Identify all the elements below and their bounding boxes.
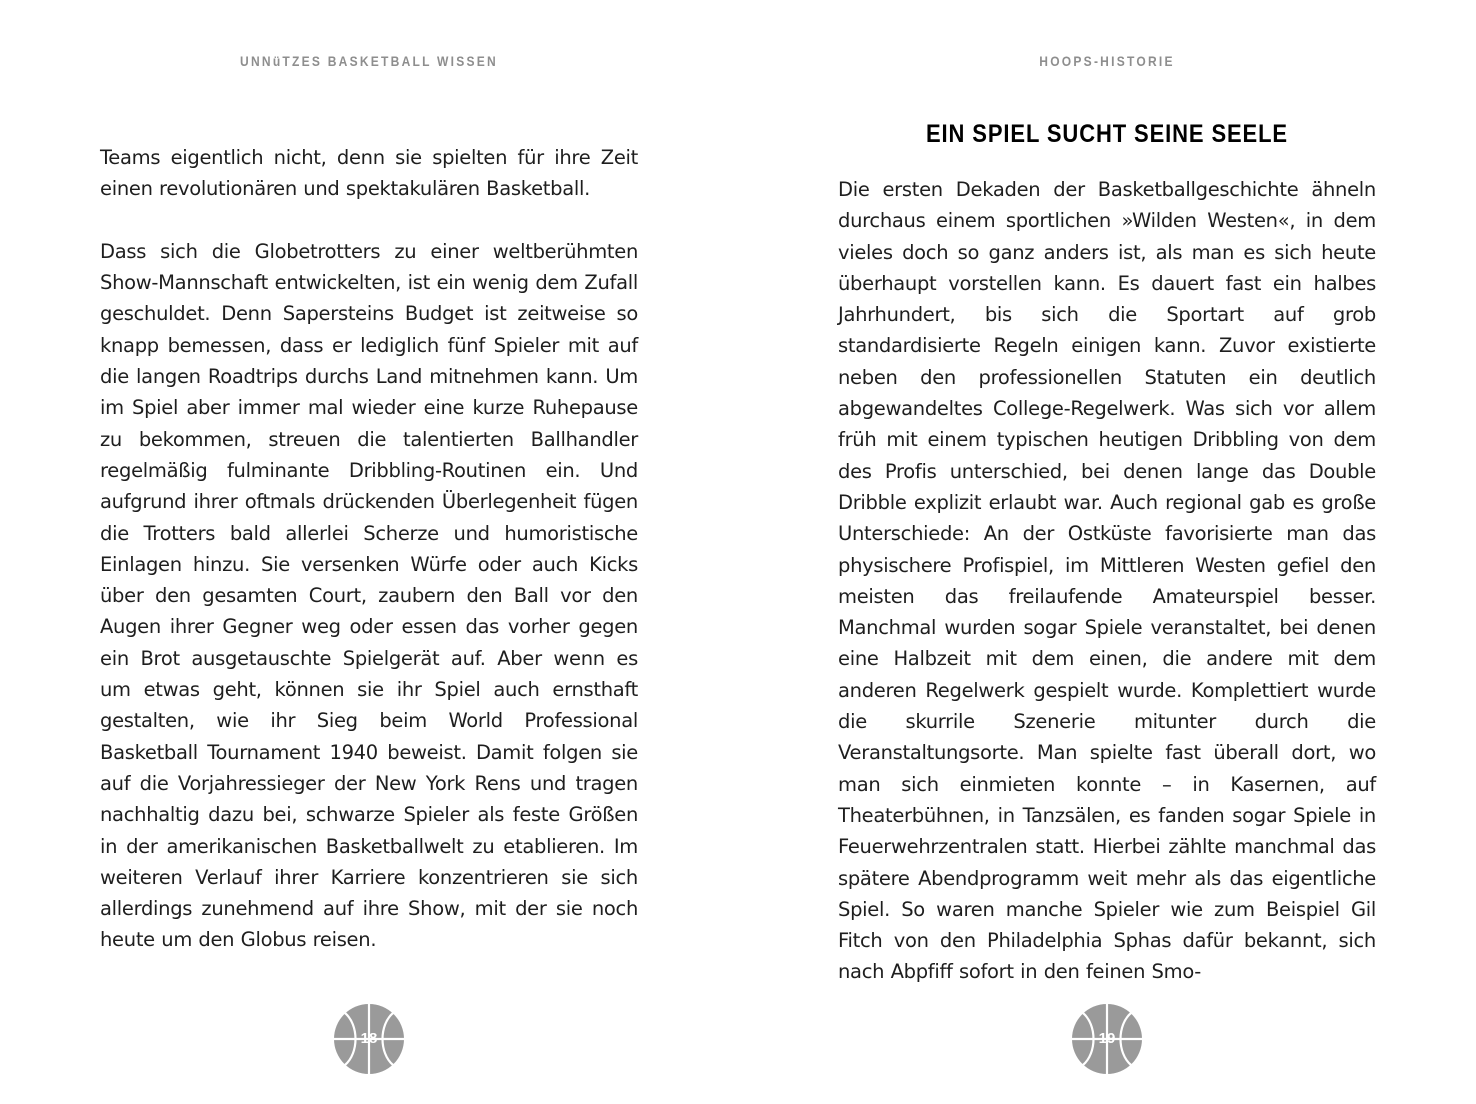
page-number: 19 [1098, 1030, 1116, 1047]
page-number-badge [333, 1003, 405, 1075]
body-text-right [838, 174, 1376, 988]
page-number: 18 [360, 1030, 378, 1047]
running-head-right [790, 53, 1425, 69]
running-head-text: HOOPS-HISTORIE [1039, 53, 1175, 69]
page-number-badge [1071, 1003, 1143, 1075]
running-head-left [52, 53, 687, 69]
paragraph: Teams eigentlich nicht, denn sie spielten für ihre Zeit einen revolutionären und spektakulären Basketball. [100, 146, 638, 201]
paragraph: Die ersten Dekaden der Basketballgeschichte ähneln durchaus einem sportlichen »Wilden Westen«, in dem vieles doch so ganz anders ist, als man es sich heute überhaupt vorstellen kann. Es dauert fast ein halbes Jahrhundert, bis sich die Sportart auf grob standardisierte Regeln einigen kann. Zuvor existierte neben den professionellen Statuten ein deutlich abgewandeltes College-Regelwerk. Was sich vor allem früh mit einem typischen heutigen Dribbling von dem des Profis unterschied, bei denen lange das Double Dribble explizit erlaubt war. Auch regional gab es große Unterschiede: An der Ostküste favorisierte man das physischere Profispiel, im Mittleren Westen gefiel den meisten das freilaufende Amateurspiel besser. Manchmal wurden sogar Spiele veranstaltet, bei denen eine Halbzeit mit dem einen, die andere mit dem anderen Regelwerk gespielt wurde. Komplettiert wurde die skurrile Szenerie mitunter durch die Veranstaltungsorte. Man spielte fast überall dort, wo man sich einmieten konnte – in Kasernen, auf Theaterbühnen, in Tanzsälen, es fanden sogar Spiele in Feuerwehrzentralen statt. Hierbei zählte manchmal das spätere Abendprogramm weit mehr als das eigentliche Spiel. So waren manche Spieler wie zum Beispiel Gil Fitch von den Philadelphia Sphas dafür bekannt, sich nach Abpfiff sofort in den feinen Smo- [838, 178, 1376, 984]
body-text-left [100, 142, 638, 956]
section-title: EIN SPIEL SUCHT SEINE SEELE [925, 120, 1288, 148]
running-head-text: UNNüTZES BASKETBALL WISSEN [240, 53, 498, 69]
right-page [738, 0, 1476, 1104]
paragraph: Dass sich die Globetrotters zu einer weltberühmten Show-Mannschaft entwickelten, ist ein wenig dem Zufall geschuldet. Denn Sapersteins Budget ist zeitweise so knapp bemessen, dass er lediglich fünf Spieler mit auf die langen Roadtrips durchs Land mitnehmen kann. Um im Spiel aber immer mal wieder eine kurze Ruhepause zu bekommen, streuen die talentierten Ballhandler regelmäßig fulminante Dribbling-Routinen ein. Und aufgrund ihrer oftmals drückenden Überlegenheit fügen die Trotters bald allerlei Scherze und humoristische Einlagen hinzu. Sie versenken Würfe oder auch Kicks über den gesamten Court, zaubern den Ball vor den Augen ihrer Gegner weg oder essen das vorher gegen ein Brot ausgetauschte Spielgerät auf. Aber wenn es um etwas geht, können sie ihr Spiel auch ernsthaft gestalten, wie ihr Sieg beim World Professional Basketball Tournament 1940 beweist. Damit folgen sie auf die Vorjahressieger der New York Rens und tragen nachhaltig dazu bei, schwarze Spieler als feste Größen in der amerikanischen Basketballwelt zu etablieren. Im weiteren Verlauf ihrer Karriere konzentrieren sie sich allerdings zunehmend auf ihre Show, mit der sie noch heute um den Globus reisen. [100, 239, 638, 952]
